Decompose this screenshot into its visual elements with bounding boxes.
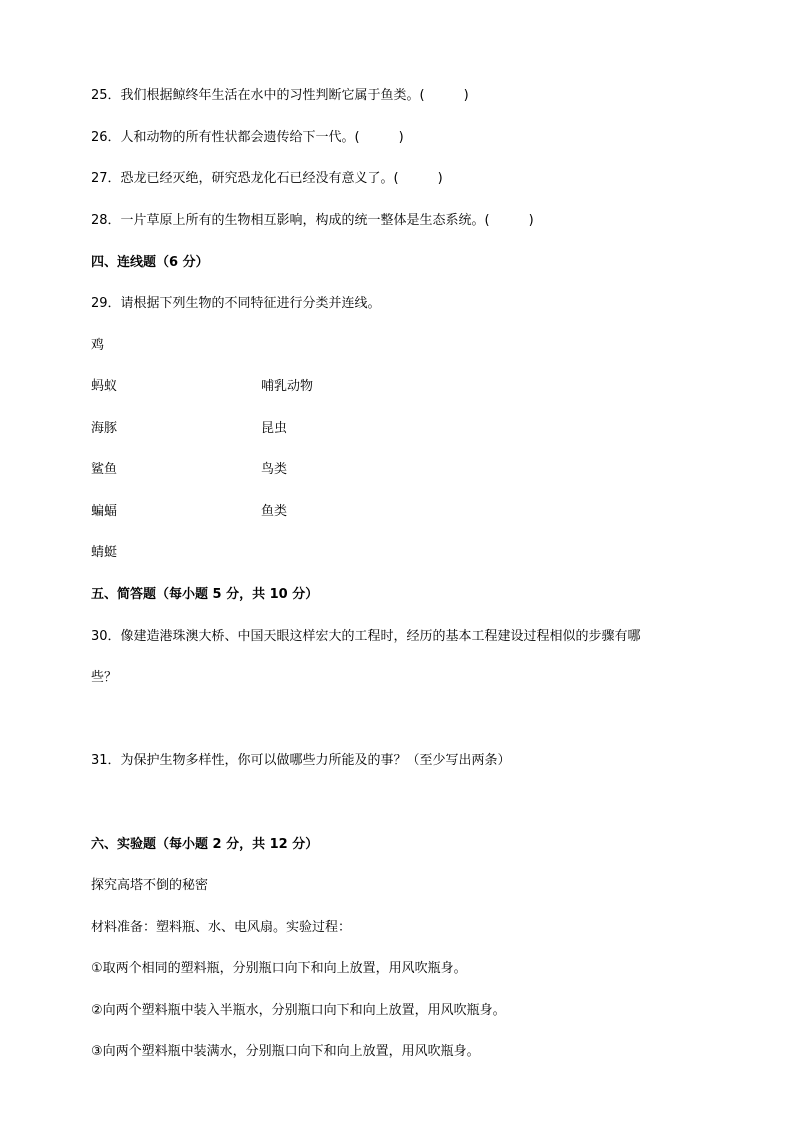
matching-left-item: 蚂蚁 — [91, 379, 118, 394]
experiment-title: 探究高塔不倒的秘密 — [91, 878, 209, 893]
short-answer-question-30: 30．像建造港珠澳大桥、中国天眼这样宏大的工程时，经历的基本工程建设过程相似的步骤有哪 — [91, 629, 641, 644]
judge-question-26: 26．人和动物的所有性状都会遗传给下一代。( ) — [91, 130, 404, 145]
judge-question-25: 25．我们根据鲸终年生活在水中的习性判断它属于鱼类。( ) — [91, 88, 469, 103]
matching-left-item: 鸡 — [91, 338, 105, 353]
section-heading-short-answer: 五、简答题（每小题 5 分，共 10 分） — [91, 587, 319, 602]
judge-question-27: 27．恐龙已经灭绝，研究恐龙化石已经没有意义了。( ) — [91, 171, 443, 186]
matching-right-item: 昆虫 — [261, 421, 288, 436]
experiment-step: ②向两个塑料瓶中装入半瓶水，分别瓶口向下和向上放置，用风吹瓶身。 — [91, 1003, 506, 1018]
matching-right-item: 鱼类 — [261, 504, 288, 519]
matching-left-item: 海豚 — [91, 421, 118, 436]
experiment-materials: 材料准备：塑料瓶、水、电风扇。实验过程： — [91, 920, 352, 935]
experiment-step: ③向两个塑料瓶中装满水，分别瓶口向下和向上放置，用风吹瓶身。 — [91, 1044, 480, 1059]
matching-left-item: 蝙蝠 — [91, 504, 118, 519]
short-answer-question-30-cont: 些？ — [91, 670, 118, 685]
short-answer-question-31: 31．为保护生物多样性，你可以做哪些力所能及的事？（至少写出两条） — [91, 753, 511, 768]
matching-question: 29．请根据下列生物的不同特征进行分类并连线。 — [91, 296, 381, 311]
section-heading-matching: 四、连线题（6 分） — [91, 255, 209, 270]
matching-left-item: 鲨鱼 — [91, 462, 118, 477]
section-heading-experiment: 六、实验题（每小题 2 分，共 12 分） — [91, 837, 319, 852]
experiment-step: ①取两个相同的塑料瓶，分别瓶口向下和向上放置，用风吹瓶身。 — [91, 961, 467, 976]
matching-right-item: 哺乳动物 — [261, 379, 314, 394]
matching-right-item: 鸟类 — [261, 462, 288, 477]
judge-question-28: 28．一片草原上所有的生物相互影响，构成的统一整体是生态系统。( ) — [91, 213, 534, 228]
matching-left-item: 蜻蜓 — [91, 545, 118, 560]
